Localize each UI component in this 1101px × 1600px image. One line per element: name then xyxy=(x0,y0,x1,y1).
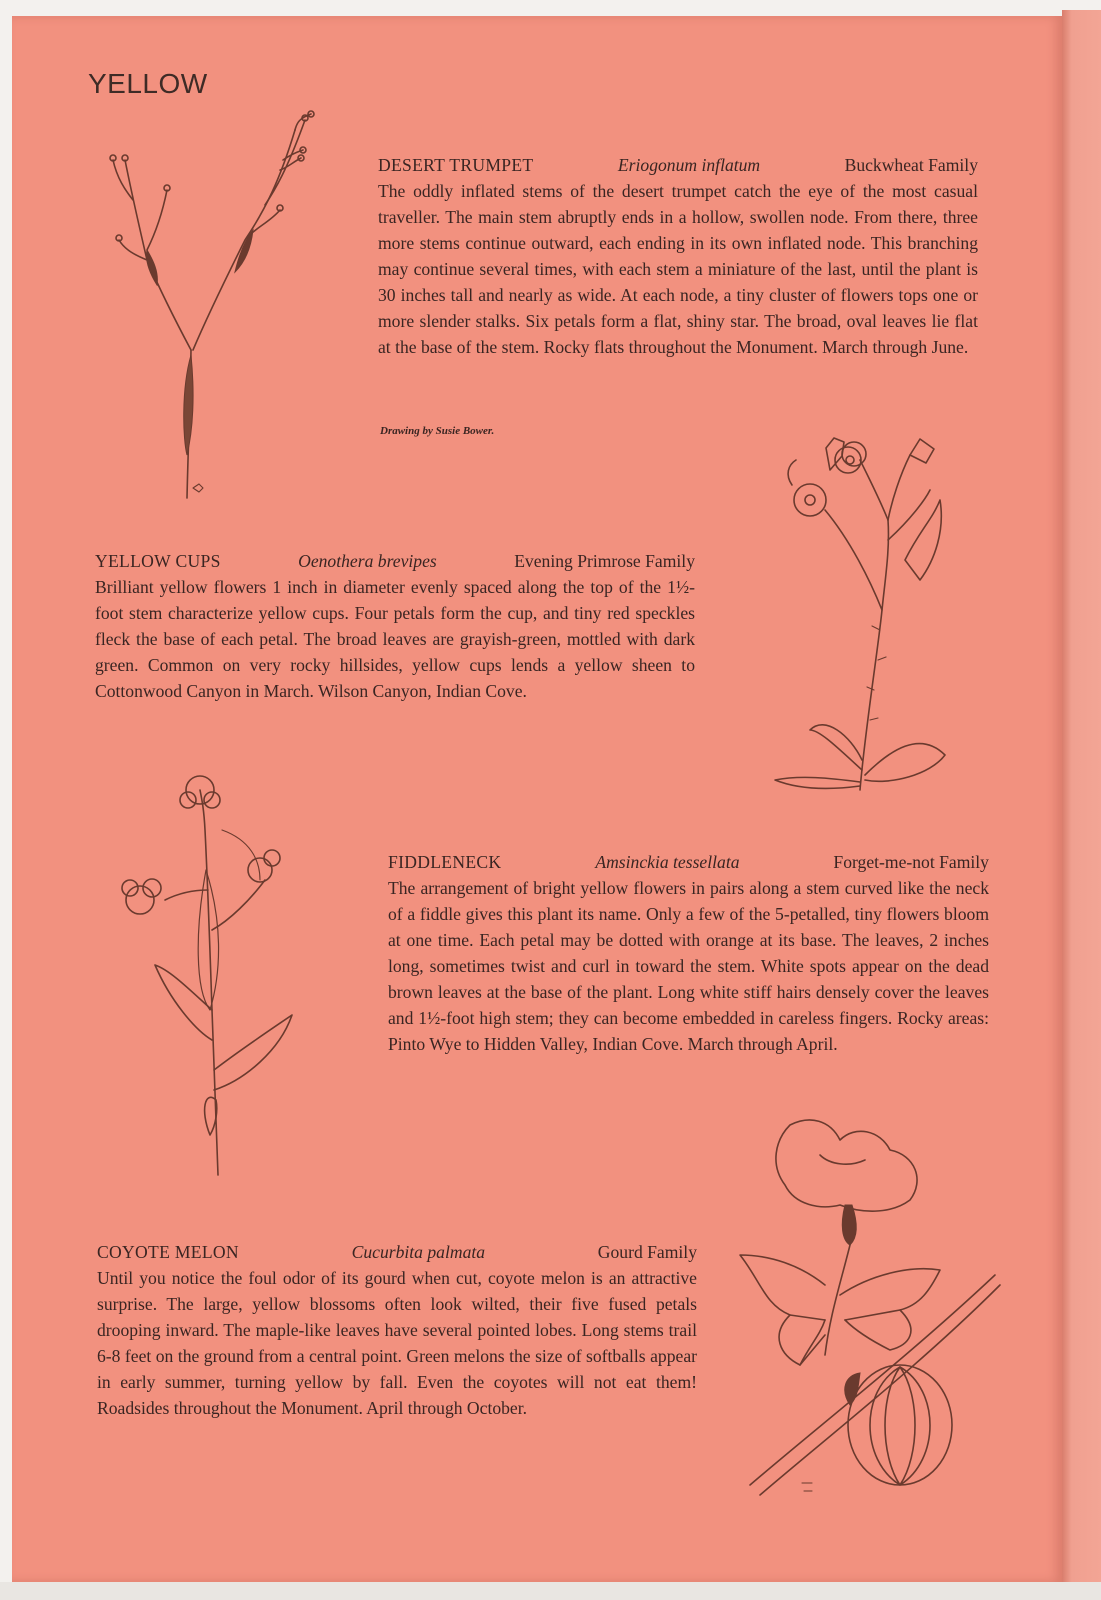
entry-description: The arrangement of bright yellow flowers in pairs along a stem curved like the neck of a fiddle gives this plant its name. Only a few of the 5-petalled, tiny flowers bloom at one time. Each petal may be dotted with orange at its base. The leaves, 2 inches long, sometimes twist and curl in toward the stem. White spots appear on the dead brown leaves at the base of the plant. Long white stiff hairs densely cover the leaves and 1½-foot high stem; they can become embedded in careless fingers. Rocky areas: Pinto Wye to Hidden Valley, Indian Cove. March through April. xyxy=(388,878,989,1054)
entry-desert-trumpet xyxy=(378,152,978,360)
scientific-name: Amsinckia tessellata xyxy=(595,852,740,872)
scan-margin xyxy=(0,1582,1101,1600)
yellow-cups-illustration xyxy=(770,430,965,800)
facing-page-edge xyxy=(1062,10,1101,1590)
scientific-name: Eriogonum inflatum xyxy=(617,155,761,175)
common-name: FIDDLENECK xyxy=(388,852,502,872)
entry-header xyxy=(95,548,695,574)
entry-description: Until you notice the foul odor of its gourd when cut, coyote melon is an attractive surprise. The large, yellow blossoms often look wilted, their five fused petals drooping inward. The maple-like leaves have several pointed lobes. Long stems trail 6-8 feet on the ground from a central point. Green melons the size of softballs appear in early summer, turning yellow by fall. Even the coyotes will not eat them! Roadsides throughout the Monument. April through October. xyxy=(97,1268,697,1418)
entry-yellow-cups xyxy=(95,548,695,704)
scientific-name: Oenothera brevipes xyxy=(298,551,437,571)
entry-coyote-melon xyxy=(97,1239,697,1421)
common-name: YELLOW CUPS xyxy=(95,551,221,571)
entry-description: Brilliant yellow flowers 1 inch in diameter evenly spaced along the top of the 1½-foot stem characterize yellow cups. Four petals form the cup, and tiny red speckles fleck the base of each petal. The broad leaves are grayish-green, mottled with dark green. Common on very rocky hillsides, yellow cups lends a yellow sheen to Cottonwood Canyon in March. Wilson Canyon, Indian Cove. xyxy=(95,577,695,701)
fiddleneck-illustration xyxy=(110,770,300,1180)
illustration-credit: Drawing by Susie Bower. xyxy=(380,425,495,437)
family-name: Buckwheat Family xyxy=(844,155,978,175)
entry-fiddleneck xyxy=(388,849,989,1057)
common-name: COYOTE MELON xyxy=(97,1242,239,1262)
family-name: Evening Primrose Family xyxy=(514,551,695,571)
entry-description: The oddly inflated stems of the desert trumpet catch the eye of the most casual traveller. The main stem abruptly ends in a hollow, swollen node. From there, three more stems continue outward, each ending in its own inflated node. This branching may continue several times, with each stem a miniature of the last, until the plant is 30 inches tall and nearly as wide. At each node, a tiny cluster of flowers tops one or more slender stalks. Six petals form a flat, shiny star. The broad, oval leaves lie flat at the base of the stem. Rocky flats throughout the Monument. March through June. xyxy=(378,181,978,357)
desert-trumpet-illustration xyxy=(105,110,330,505)
family-name: Gourd Family xyxy=(597,1242,697,1262)
section-heading: YELLOW xyxy=(88,68,208,99)
scientific-name: Cucurbita palmata xyxy=(351,1242,486,1262)
common-name: DESERT TRUMPET xyxy=(378,155,534,175)
family-name: Forget-me-not Family xyxy=(833,852,989,872)
entry-header xyxy=(97,1239,697,1265)
entry-header xyxy=(388,849,989,875)
coyote-melon-illustration xyxy=(730,1105,1005,1505)
entry-header xyxy=(378,152,978,178)
